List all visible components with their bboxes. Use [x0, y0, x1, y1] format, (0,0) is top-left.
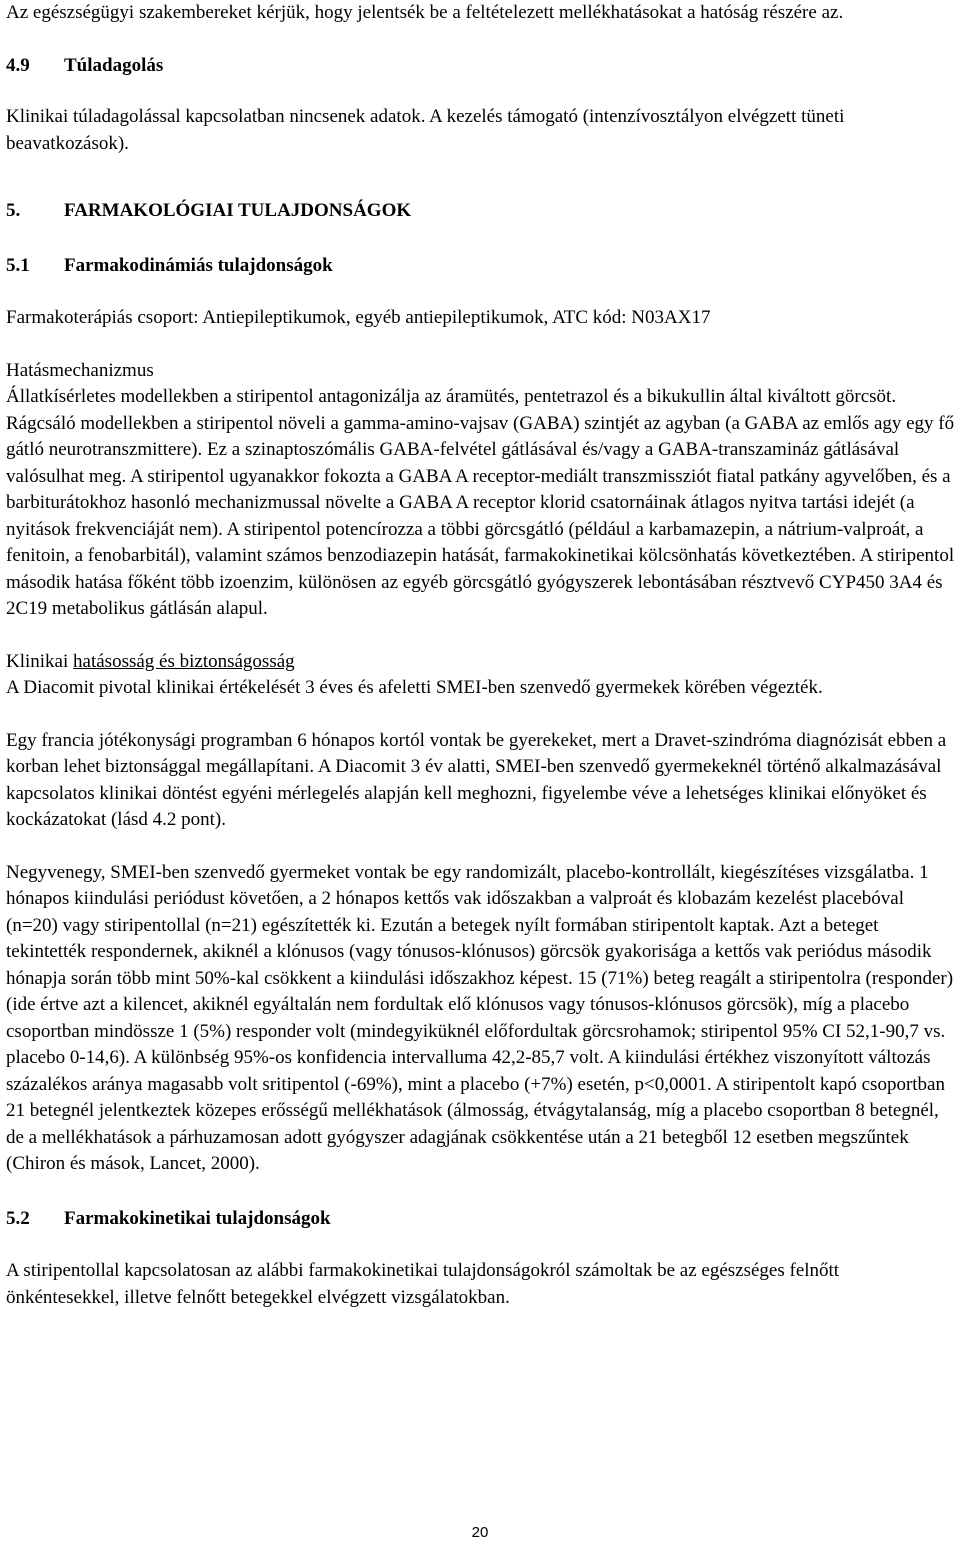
section-5-2-heading: [6, 1206, 956, 1233]
section-title: Túladagolás: [64, 54, 164, 76]
section-5-heading: [6, 198, 956, 225]
mechanism-label: Hatásmechanizmus: [6, 359, 154, 381]
section-title: Farmakodinámiás tulajdonságok: [64, 254, 333, 276]
section-4-9-heading: [6, 53, 956, 80]
pharmacokinetics-paragraph: A stiripentollal kapcsolatosan az alábbi farmakokinetikai tulajdonságokról számoltak be az egészséges felnőtt önkéntesekkel, illetve felnőtt betegekkel elvégzett vizsgálatokban.: [6, 1260, 840, 1308]
section-title: FARMAKOLÓGIAI TULAJDONSÁGOK: [64, 200, 412, 221]
section-number: 5.1: [6, 254, 30, 276]
document-page: [6, 0, 956, 1311]
section-number: 4.9: [6, 54, 30, 76]
section-number: 5.: [6, 200, 21, 221]
section-number: 5.2: [6, 1207, 30, 1229]
trial-paragraph: Negyvenegy, SMEI-ben szenvedő gyermeket vontak be egy randomizált, placebo-kontrollált, kiegészítéses vizsgálatba. 1 hónapos kiindulási periódust követően, a 2 hónapos kettős vak időszakban a valproát és klobazám kezelést placebóval (n=20) vagy stiripentollal (n=21) egészítették ki. Ezután a betegek nyílt formában stiripentolt kaptak. Azt a beteget tekintették respondernek, akiknél a klónusos (vagy tónusos-klónusos) görcsök gyakorisága a kettős vak periódus második hónapja során több mint 50%-kal csökkent a kiindulási időszakhoz képest. 15 (71%) beteg reagált a stiripentolra (responder) (ide értve azt a kilencet, akiknél egyáltalán nem fordultak elő klónusos vagy tónusos-klónusos görcsök), míg a placebo csoportban mindössze 1 (5%) responder volt (mindegyiküknél előfordultak görcsrohamok; stiripentol 95% CI 52,1-90,7 vs. placebo 0-14,6). A különbség 95%-os konfidencia intervalluma 42,2-85,7 volt. A kiindulási értékhez viszonyított változás százalékos aránya magasabb volt sritipentol (-69%), mint a placebo (+7%) esetén, p<0,0001. A stiripentolt kapó csoportban 21 betegnél jelentkeztek közepes erősségű mellékhatások (álmosság, étvágytalanság, míg a placebo csoportban 8 betegnél, de a mellékhatások a párhuzamosan adott gyógyszer adagjának csökkentése után a 21 betegből 12 esetben megszűntek (Chiron és mások, Lancet, 2000).: [6, 861, 954, 1174]
mechanism-paragraph: Állatkísérletes modellekben a stiripentol antagonizálja az áramütés, pentetrazol és a bikukullin által kiváltott görcsöt. Rágcsáló modellekben a stiripentol növeli a gamma-amino-vajsav (GABA) szintjét az agyban (a GABA az emlős agy egy fő gátló neurotranszmittere). Ez a szinaptoszómális GABA-felvétel gátlásával és/vagy a GABA-transzamináz gátlásával valósulhat meg. A stiripentol ugyanakkor fokozta a GABA A receptor-mediált transzmissziót fiatal patkány agyvelőben, és a barbiturátokhoz hasonló mechanizmussal növelte a GABA A receptor klorid csatornáinak átlagos nyitva tartási idejét (a nyitások frekvenciáját nem). A stiripentol potencírozza a többi görcsgátló (például a karbamazepin, a nátrium-valproát, a fenitoin, a fenobarbitál), valamint számos benzodiazepin hatását, farmakokinetikai kölcsönhatás következtében. A stiripentol második hatása főként több izoenzim, különösen az egyéb görcsgátló gyógyszerek lebontásában résztvevő CYP450 3A4 és 2C19 metabolikus gátlásán alapul.: [6, 386, 955, 619]
atc-paragraph: Farmakoterápiás csoport: Antiepileptikumok, egyéb antiepileptikumok, ATC kód: N03AX17: [6, 307, 711, 328]
clinical-label: [6, 649, 956, 676]
section-title: Farmakokinetikai tulajdonságok: [64, 1207, 331, 1229]
dravet-paragraph: Egy francia jótékonysági programban 6 hónapos kortól vontak be gyerekeket, mert a Dravet-szindróma diagnózisát ebben a korban lehet biztonsággal megállapítani. A Diacomit 3 év alatti, SMEI-ben szenvedő gyermekeknél történő alkalmazásával kapcsolatos klinikai döntést egyéni mérlegelés alapján kell meghozni, figyelembe véve a lehetséges klinikai előnyöket és kockázatokat (lásd 4.2 pont).: [6, 729, 947, 830]
intro-paragraph: Az egészségügyi szakembereket kérjük, hogy jelentsék be a feltételezett mellékhatásokat a hatóság részére az.: [6, 2, 844, 23]
clinical-label-prefix: Klinikai: [6, 650, 74, 672]
clinical-label-underlined: hatásosság és biztonságosság: [73, 650, 295, 672]
section-5-1-heading: [6, 253, 956, 280]
page-number: 20: [471, 1524, 489, 1541]
overdose-paragraph: Klinikai túladagolással kapcsolatban nincsenek adatok. A kezelés támogató (intenzívosztályon elvégzett tüneti beavatkozások).: [6, 106, 845, 154]
clinical-paragraph: A Diacomit pivotal klinikai értékelését 3 éves és afeletti SMEI-ben szenvedő gyermekek körében végezték.: [6, 677, 823, 698]
